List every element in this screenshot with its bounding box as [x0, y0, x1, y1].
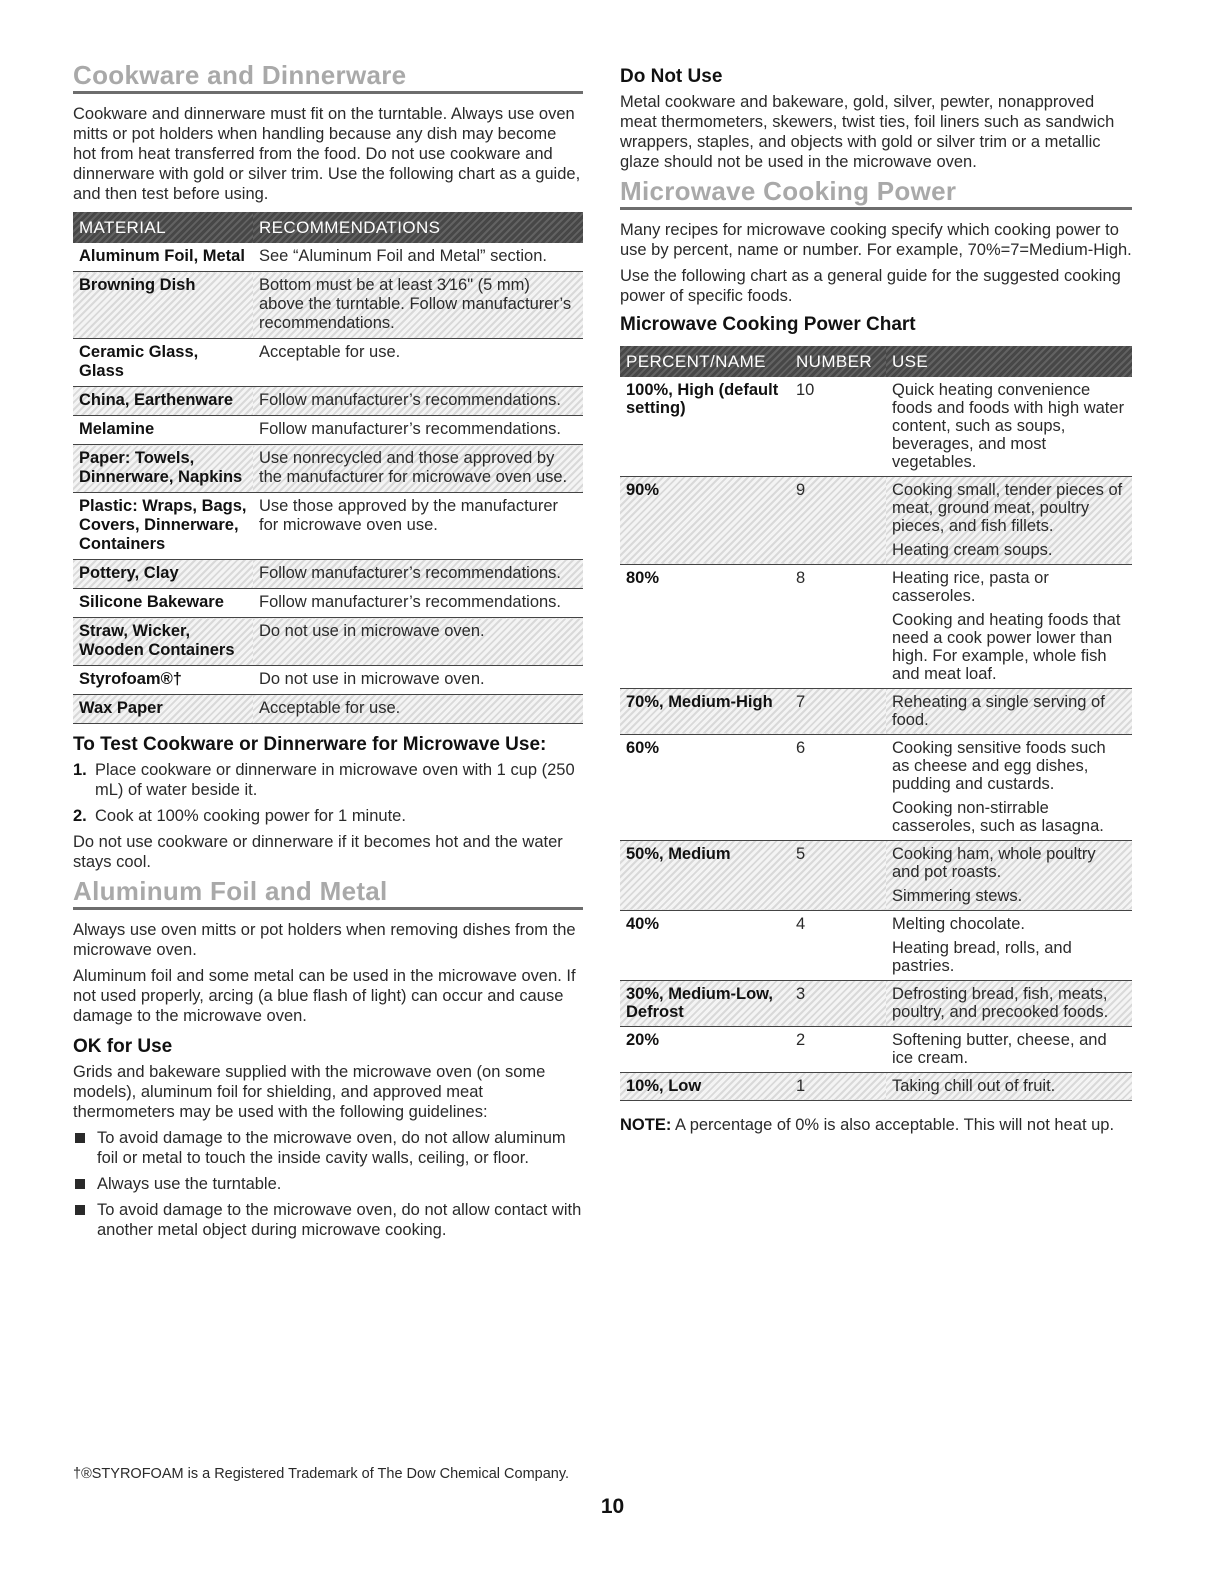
- use-text: Simmering stews.: [892, 886, 1023, 905]
- table-row: [73, 618, 583, 666]
- table-row: [73, 560, 583, 589]
- cookware-table: [73, 212, 583, 724]
- percent-cell: 90%: [620, 476, 790, 564]
- use-text: Cooking small, tender pieces of meat, ground meat, poultry pieces, and fish fillets.: [892, 480, 1123, 535]
- use-text: Heating bread, rolls, and pastries.: [892, 938, 1072, 975]
- ok-for-use-text: Grids and bakeware supplied with the microwave oven (on some models), aluminum foil for shielding, and approved meat thermometers may be used with the following guidelines:: [73, 1063, 546, 1122]
- number-cell: 1: [790, 1072, 886, 1100]
- use-text: Heating cream soups.: [892, 540, 1053, 559]
- use-cell: [886, 1072, 1132, 1100]
- number-cell: 2: [790, 1026, 886, 1072]
- do-not-use-heading: Do Not Use: [620, 66, 723, 87]
- table-row: [73, 695, 583, 724]
- cookware-heading: Cookware and Dinnerware: [73, 62, 583, 94]
- use-text: Defrosting bread, fish, meats, poultry, and precooked foods.: [892, 984, 1109, 1021]
- number-cell: 10: [790, 377, 886, 477]
- foil-heading: Aluminum Foil and Metal: [73, 878, 583, 910]
- table-row: [73, 589, 583, 618]
- use-text: Quick heating convenience foods and foods with high water content, such as soups, beverages, and most vegetables.: [892, 380, 1125, 471]
- note-label: NOTE:: [620, 1115, 672, 1134]
- material-cell: Styrofoam®†: [73, 666, 253, 695]
- list-item: [73, 806, 583, 826]
- material-cell: Paper: Towels, Dinnerware, Napkins: [73, 445, 253, 493]
- use-cell: [886, 840, 1132, 910]
- bullet-text: To avoid damage to the microwave oven, do not allow contact with another metal object during microwave cooking.: [97, 1201, 582, 1240]
- table-row: [73, 272, 583, 339]
- power-paragraph-2: Use the following chart as a general guide for the suggested cooking power of specific foods.: [620, 267, 1121, 306]
- test-heading: To Test Cookware or Dinnerware for Microwave Use:: [73, 734, 547, 756]
- list-item: [73, 1174, 583, 1194]
- use-text: Heating rice, pasta or casseroles.: [892, 568, 1049, 605]
- use-cell: [886, 734, 1132, 840]
- trademark-footnote: †®STYROFOAM is a Registered Trademark of The Dow Chemical Company.: [73, 1466, 570, 1482]
- table-row: [73, 416, 583, 445]
- table-row: [620, 1072, 1132, 1100]
- use-column-header: USE: [886, 346, 1132, 377]
- bullet-text: Always use the turntable.: [97, 1175, 282, 1194]
- percent-cell: 80%: [620, 564, 790, 688]
- material-cell: China, Earthenware: [73, 387, 253, 416]
- recommendation-cell: Follow manufacturer’s recommendations.: [253, 387, 583, 416]
- percent-cell: 30%, Medium-Low, Defrost: [620, 980, 790, 1026]
- recommendations-column-header: RECOMMENDATIONS: [253, 212, 583, 243]
- table-row: [73, 493, 583, 560]
- percent-cell: 100%, High (default setting): [620, 377, 790, 477]
- step-text: Place cookware or dinnerware in microwave oven with 1 cup (250 mL) of water beside it.: [95, 761, 575, 800]
- do-not-use-text: Metal cookware and bakeware, gold, silver, pewter, nonapproved meat thermometers, skewers, twist ties, foil liners such as sandwich wrappers, staples, and objects with gold or silver trim or a metallic glaze should not be used in the microwave oven.: [620, 92, 1115, 171]
- use-text: Reheating a single serving of food.: [892, 692, 1105, 729]
- right-column: [620, 66, 1132, 1141]
- page-number: 10: [600, 1495, 625, 1518]
- use-text: Softening butter, cheese, and ice cream.: [892, 1030, 1107, 1067]
- step-text: Cook at 100% cooking power for 1 minute.: [95, 807, 406, 826]
- use-text: Cooking and heating foods that need a cook power lower than high. For example, whole fish and meat loaf.: [892, 610, 1121, 683]
- power-table-header: [620, 346, 1132, 377]
- recommendation-cell: Use those approved by the manufacturer for microwave oven use.: [253, 493, 583, 560]
- percent-cell: 40%: [620, 910, 790, 980]
- recommendation-cell: Follow manufacturer’s recommendations.: [253, 416, 583, 445]
- use-cell: [886, 1026, 1132, 1072]
- percent-cell: 70%, Medium-High: [620, 688, 790, 734]
- table-row: [620, 1026, 1132, 1072]
- table-row: [620, 910, 1132, 980]
- table-row: [620, 840, 1132, 910]
- recommendation-cell: Do not use in microwave oven.: [253, 666, 583, 695]
- material-column-header: MATERIAL: [73, 212, 253, 243]
- foil-paragraph-2: Aluminum foil and some metal can be used in the microwave oven. If not used properly, arcing (a blue flash of light) can occur and cause damage to the microwave oven.: [73, 967, 576, 1026]
- cookware-intro: Cookware and dinnerware must fit on the turntable. Always use oven mitts or pot holders when handling because any dish may become hot from heat transferred from the food. Do not use cookware and dinnerware with gold or silver trim. Use the following chart as a guide, and then test before using.: [73, 105, 581, 204]
- table-row: [73, 243, 583, 272]
- power-chart-table: [620, 346, 1132, 1101]
- list-item: [73, 760, 583, 800]
- use-text: Cooking ham, whole poultry and pot roasts.: [892, 844, 1096, 881]
- number-column-header: NUMBER: [790, 346, 886, 377]
- material-cell: Straw, Wicker, Wooden Containers: [73, 618, 253, 666]
- recommendation-cell: Follow manufacturer’s recommendations.: [253, 589, 583, 618]
- bullet-square-icon: [75, 1179, 85, 1189]
- number-cell: 9: [790, 476, 886, 564]
- use-cell: [886, 564, 1132, 688]
- material-cell: Silicone Bakeware: [73, 589, 253, 618]
- bullet-square-icon: [75, 1133, 85, 1143]
- use-cell: [886, 476, 1132, 564]
- step-number: 1.: [73, 761, 87, 780]
- bullet-text: To avoid damage to the microwave oven, do not allow aluminum foil or metal to touch the inside cavity walls, ceiling, or floor.: [97, 1129, 566, 1168]
- material-cell: Plastic: Wraps, Bags, Covers, Dinnerware, Containers: [73, 493, 253, 560]
- recommendation-cell: See “Aluminum Foil and Metal” section.: [253, 243, 583, 272]
- use-cell: [886, 688, 1132, 734]
- material-cell: Aluminum Foil, Metal: [73, 243, 253, 272]
- percent-name-column-header: PERCENT/NAME: [620, 346, 790, 377]
- ok-for-use-heading: OK for Use: [73, 1036, 173, 1058]
- material-cell: Pottery, Clay: [73, 560, 253, 589]
- table-row: [73, 387, 583, 416]
- step-number: 2.: [73, 807, 87, 826]
- left-column: [73, 62, 583, 1246]
- material-cell: Wax Paper: [73, 695, 253, 724]
- use-text: Cooking non-stirrable casseroles, such as lasagna.: [892, 798, 1104, 835]
- table-row: [620, 377, 1132, 477]
- number-cell: 6: [790, 734, 886, 840]
- number-cell: 8: [790, 564, 886, 688]
- power-heading: Microwave Cooking Power: [620, 178, 1132, 210]
- table-row: [73, 666, 583, 695]
- material-cell: Melamine: [73, 416, 253, 445]
- number-cell: 4: [790, 910, 886, 980]
- number-cell: 7: [790, 688, 886, 734]
- note-text: A percentage of 0% is also acceptable. This will not heat up.: [671, 1115, 1115, 1134]
- power-note: [620, 1115, 1132, 1135]
- bullet-square-icon: [75, 1205, 85, 1215]
- recommendation-cell: Acceptable for use.: [253, 695, 583, 724]
- table-row: [73, 445, 583, 493]
- table-row: [620, 476, 1132, 564]
- recommendation-cell: Use nonrecycled and those approved by the manufacturer for microwave oven use.: [253, 445, 583, 493]
- foil-bullets: [73, 1128, 583, 1240]
- table-row: [620, 688, 1132, 734]
- table-row: [620, 734, 1132, 840]
- number-cell: 3: [790, 980, 886, 1026]
- cookware-table-header: [73, 212, 583, 243]
- material-cell: Browning Dish: [73, 272, 253, 339]
- use-cell: [886, 377, 1132, 477]
- material-cell: Ceramic Glass, Glass: [73, 339, 253, 387]
- recommendation-cell: Do not use in microwave oven.: [253, 618, 583, 666]
- power-paragraph-1: Many recipes for microwave cooking specify which cooking power to use by percent, name or number. For example, 70%=7=Medium-High.: [620, 221, 1132, 260]
- use-text: Cooking sensitive foods such as cheese and egg dishes, pudding and custards.: [892, 738, 1106, 793]
- test-after-text: Do not use cookware or dinnerware if it becomes hot and the water stays cool.: [73, 833, 563, 872]
- recommendation-cell: Follow manufacturer’s recommendations.: [253, 560, 583, 589]
- table-row: [620, 980, 1132, 1026]
- recommendation-cell: Acceptable for use.: [253, 339, 583, 387]
- use-text: Taking chill out of fruit.: [892, 1076, 1056, 1095]
- recommendation-cell: Bottom must be at least 3⁄16" (5 mm) above the turntable. Follow manufacturer’s recommendations.: [253, 272, 583, 339]
- table-row: [73, 339, 583, 387]
- foil-paragraph-1: Always use oven mitts or pot holders when removing dishes from the microwave oven.: [73, 921, 576, 960]
- use-cell: [886, 980, 1132, 1026]
- use-cell: [886, 910, 1132, 980]
- percent-cell: 50%, Medium: [620, 840, 790, 910]
- percent-cell: 10%, Low: [620, 1072, 790, 1100]
- power-chart-heading: Microwave Cooking Power Chart: [620, 314, 916, 336]
- table-row: [620, 564, 1132, 688]
- list-item: [73, 1200, 583, 1240]
- number-cell: 5: [790, 840, 886, 910]
- list-item: [73, 1128, 583, 1168]
- use-text: Melting chocolate.: [892, 914, 1025, 933]
- percent-cell: 20%: [620, 1026, 790, 1072]
- percent-cell: 60%: [620, 734, 790, 840]
- test-steps: [73, 760, 583, 826]
